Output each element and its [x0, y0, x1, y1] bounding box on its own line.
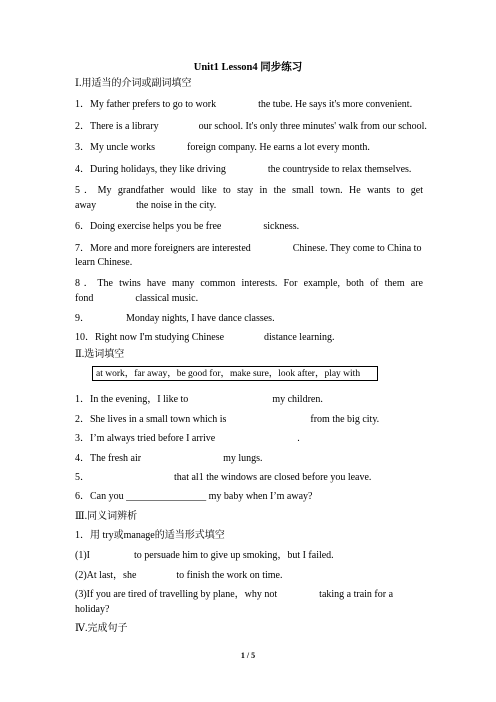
section-4-heading: Ⅳ.完成句子: [75, 623, 128, 634]
question-text: 4．During holidays, they like driving: [75, 164, 226, 175]
section-2-heading: Ⅱ.选词填空: [75, 349, 125, 360]
exercise-2-4: [75, 452, 423, 465]
question-text: my children.: [272, 394, 323, 405]
question-text: classical music.: [135, 293, 199, 304]
exercise-1-8-line2: [75, 292, 423, 305]
question-text: the noise in the city.: [136, 200, 217, 211]
question-text: 4．The fresh air: [75, 453, 142, 464]
question-text: taking a train for a: [319, 589, 394, 600]
exercise-1-7-line1: [75, 242, 423, 255]
exercise-1-3: [75, 141, 423, 154]
exercise-1-1: [75, 98, 423, 111]
exercise-2-6: 6．Can you ________________ my baby when I’m away?: [75, 491, 313, 502]
page-title: Unit1 Lesson4 同步练习: [193, 62, 303, 73]
question-text: 2．There is a library: [75, 121, 159, 132]
exercise-1-6: [75, 220, 423, 233]
question-text: our school. It's only three minutes' walk from our school.: [198, 121, 427, 132]
question-text: to finish the work on time.: [176, 570, 283, 581]
question-text: (1)I: [75, 550, 90, 561]
exercise-3-3-line2: holiday?: [75, 604, 110, 615]
exercise-1-4: [75, 163, 423, 176]
question-text: 2．She lives in a small town which is: [75, 414, 227, 425]
question-text: 5．: [75, 472, 90, 483]
exercise-1-7-line2: learn Chinese.: [75, 257, 133, 268]
exercise-1-8-line1: 8．The twins have many common interests. For example, both of them are: [75, 278, 423, 289]
exercise-2-2: [75, 413, 423, 426]
question-text: to persuade him to give up smoking，but I failed.: [134, 550, 334, 561]
question-text: Chinese. They come to China to: [292, 243, 422, 254]
question-text: (3)If you are tired of travelling by plane，why not: [75, 589, 278, 600]
question-text: my lungs.: [223, 453, 263, 464]
question-text: 10．Right now I'm studying Chinese: [75, 332, 225, 343]
exercise-3-1: [75, 549, 423, 562]
question-text: 1．My father prefers to go to work: [75, 99, 217, 110]
question-text: 9．: [75, 313, 90, 324]
question-text: 7．More and more foreigners are interested: [75, 243, 251, 254]
exercise-1-5-line2: [75, 199, 423, 212]
exercise-1-10: [75, 331, 423, 344]
exercise-2-3: [75, 432, 423, 445]
question-text: fond: [75, 293, 94, 304]
question-text: (2)At last，she: [75, 570, 137, 581]
question-text: that al1 the windows are closed before you leave.: [174, 472, 372, 483]
exercise-1-5-line1: 5．My grandfather would like to stay in the small town. He wants to get: [75, 185, 423, 196]
question-text: 1．In the evening，I like to: [75, 394, 189, 405]
question-text: 3．I’m always tried before I arrive: [75, 433, 216, 444]
question-text: away: [75, 200, 97, 211]
question-text: sickness.: [263, 221, 300, 232]
exercise-1-9: [75, 312, 423, 325]
question-text: .: [297, 433, 300, 444]
question-text: Monday nights, I have dance classes.: [126, 313, 275, 324]
section-1-heading: Ⅰ.用适当的介词或副词填空: [75, 78, 192, 89]
exercise-1-2: [75, 120, 427, 133]
question-text: from the big city.: [310, 414, 380, 425]
word-bank-box: at work，far away，be good for，make sure，look after，play with: [92, 366, 378, 381]
exercise-2-1: [75, 393, 423, 406]
question-text: 3．My uncle works: [75, 142, 155, 153]
section-3-subheading: 1．用 try或manage的适当形式填空: [75, 530, 225, 541]
section-3-heading: Ⅲ.同义词辨析: [75, 511, 138, 522]
page-number: 1 / 5: [240, 651, 256, 660]
exercise-2-5: [75, 471, 423, 484]
question-text: the tube. He says it's more convenient.: [258, 99, 413, 110]
question-text: foreign company. He earns a lot every month.: [187, 142, 370, 153]
exercise-3-2: [75, 569, 423, 582]
exercise-3-3-line1: [75, 588, 423, 601]
question-text: 6．Doing exercise helps you be free: [75, 221, 222, 232]
question-text: distance learning.: [264, 332, 335, 343]
question-text: the countryside to relax themselves.: [267, 164, 412, 175]
